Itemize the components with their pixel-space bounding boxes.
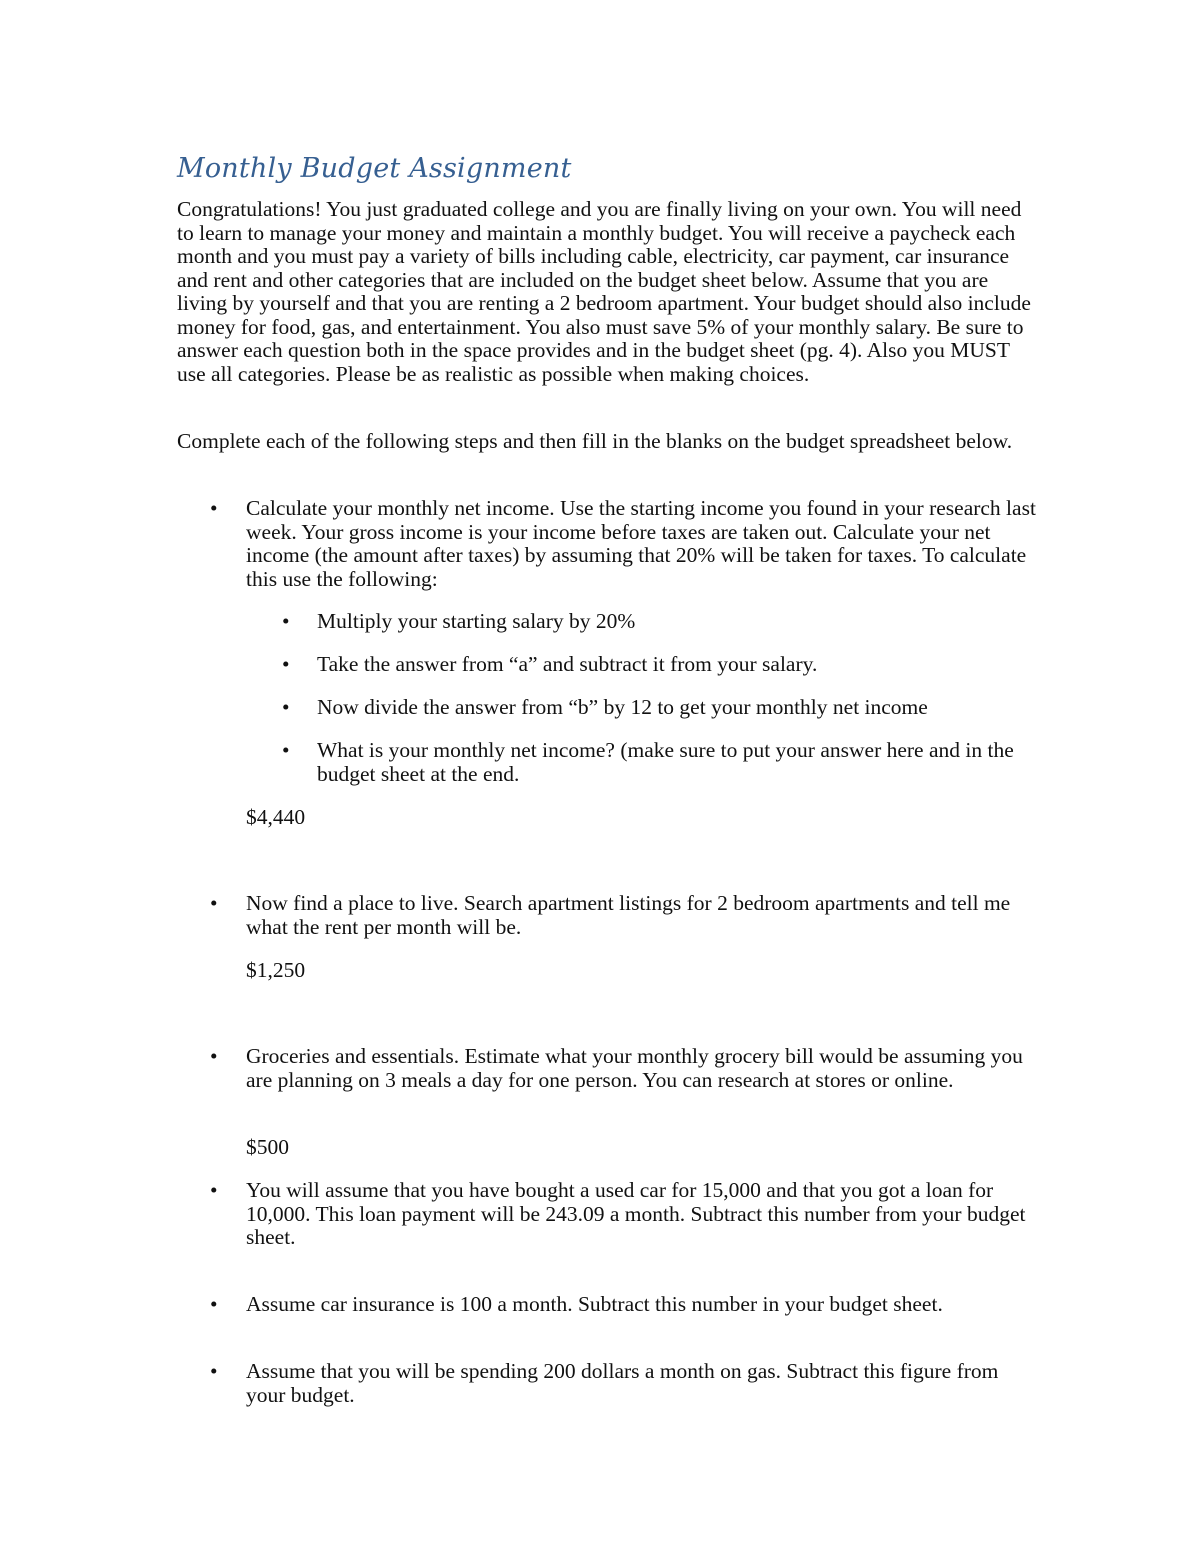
rent-answer: $1,250	[246, 958, 306, 982]
substep-d-text: What is your monthly net income? (make sure to put your answer here and in the budget sheet at the end.	[317, 738, 1014, 786]
bullet-marker: •	[210, 496, 218, 520]
instructions-paragraph: Complete each of the following steps and then fill in the blanks on the budget spreadsheet below.	[177, 429, 1013, 453]
bullet-marker: •	[210, 1359, 218, 1383]
bullet-marker: •	[210, 1292, 218, 1316]
step-2-text: Now find a place to live. Search apartment listings for 2 bedroom apartments and tell me what the rent per month will be.	[246, 891, 1011, 939]
net-income-answer: $4,440	[246, 805, 306, 829]
substep-c-text: Now divide the answer from “b” by 12 to get your monthly net income	[317, 695, 928, 719]
substep-b-text: Take the answer from “a” and subtract it from your salary.	[317, 652, 818, 676]
bullet-marker: •	[282, 652, 290, 676]
step-6-text: Assume that you will be spending 200 dollars a month on gas. Subtract this figure from your budget.	[246, 1359, 999, 1407]
document-title: Monthly Budget Assignment	[177, 153, 572, 184]
groceries-answer: $500	[246, 1135, 289, 1159]
bullet-marker: •	[210, 891, 218, 915]
substep-a-text: Multiply your starting salary by 20%	[317, 609, 636, 633]
bullet-marker: •	[282, 738, 290, 762]
step-1-text: Calculate your monthly net income. Use the starting income you found in your research last week. Your gross income is your income before taxes are taken out. Calculate your net income (the amount after taxes) by assuming that 20% will be taken for taxes. To calculate this use the following:	[246, 496, 1036, 591]
step-3-text: Groceries and essentials. Estimate what your monthly grocery bill would be assuming you are planning on 3 meals a day for one person. You can research at stores or online.	[246, 1044, 1023, 1092]
bullet-marker: •	[282, 609, 290, 633]
bullet-marker: •	[282, 695, 290, 719]
bullet-marker: •	[210, 1178, 218, 1202]
bullet-marker: •	[210, 1044, 218, 1068]
step-5-text: Assume car insurance is 100 a month. Subtract this number in your budget sheet.	[246, 1292, 943, 1316]
step-4-text: You will assume that you have bought a used car for 15,000 and that you got a loan for 10,000. This loan payment will be 243.09 a month. Subtract this number from your budget sheet.	[246, 1178, 1026, 1249]
intro-paragraph: Congratulations! You just graduated college and you are finally living on your own. You will need to learn to manage your money and maintain a monthly budget. You will receive a paycheck each month and you must pay a variety of bills including cable, electricity, car payment, car insurance and rent and other categories that are included on the budget sheet below. Assume that you are living by yourself and that you are renting a 2 bedroom apartment. Your budget should also include money for food, gas, and entertainment. You also must save 5% of your monthly salary. Be sure to answer each question both in the space provides and in the budget sheet (pg. 4). Also you MUST use all categories. Please be as realistic as possible when making choices.	[177, 197, 1031, 386]
